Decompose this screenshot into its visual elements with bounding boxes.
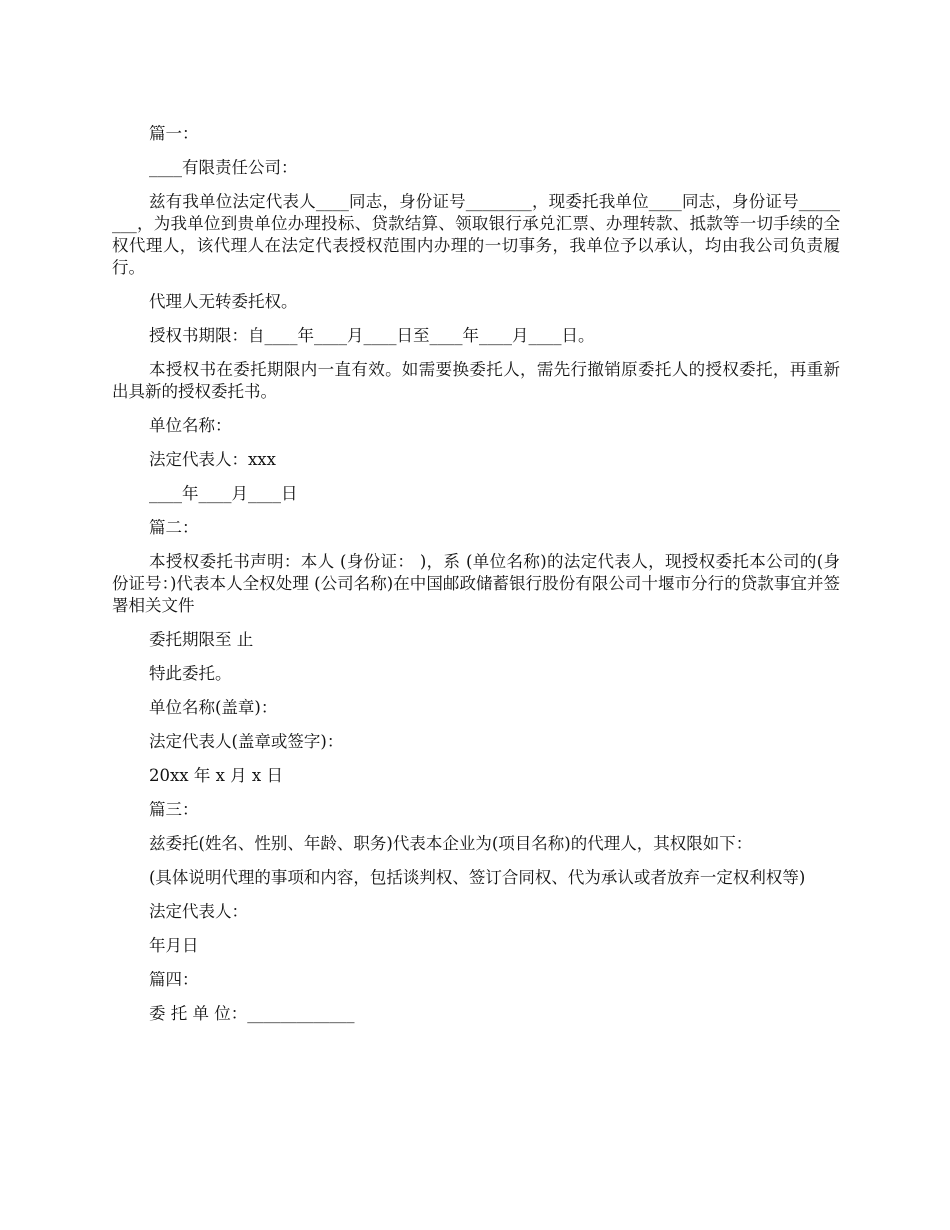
authorization-paragraph: 兹有我单位法定代表人____同志，身份证号________，现委托我单位____同志，身份证号________，为我单位到贵单位办理投标、贷款结算、领取银行承兑汇票、办理转款、抵款等一切手续的全权代理人，该代理人在法定代表授权范围内办理的一切事务，我单位予以承认，均由我公司负责履行。: [112, 192, 840, 277]
hereby-entrust-line: 特此委托。: [149, 664, 232, 683]
addressee-line: ____有限责任公司：: [149, 158, 298, 177]
entrusting-unit-line: 委 托 单 位：_____________: [149, 1004, 355, 1023]
section-heading-1: 篇一：: [149, 124, 199, 143]
entrust-agent-paragraph: 兹委托(姓名、性别、年龄、职务)代表本企业为(项目名称)的代理人，其权限如下：: [149, 834, 753, 853]
validity-paragraph: 本授权书在委托期限内一直有效。如需要换委托人，需先行撤销原委托人的授权委托，再重新出具新的授权委托书。: [112, 360, 840, 401]
authorization-period-line: 授权书期限：自____年____月____日至____年____月____日。: [149, 326, 595, 345]
scope-paragraph: (具体说明代理的事项和内容，包括谈判权、签订合同权、代为承认或者放弃一定权利权等): [149, 868, 806, 887]
legal-representative-line-3: 法定代表人：: [149, 902, 248, 921]
section-heading-4: 篇四：: [149, 970, 199, 989]
section-heading-2: 篇二：: [149, 518, 199, 537]
entrust-period-line: 委托期限至 止: [149, 630, 254, 649]
document-body: [112, 123, 840, 1037]
date-line-2: 20xx 年 x 月 x 日: [149, 766, 283, 785]
declaration-paragraph: 本授权委托书声明：本人 (身份证： )，系 (单位名称)的法定代表人，现授权委托本公司的(身份证号：)代表本人全权处理 (公司名称)在中国邮政储蓄银行股份有限公司十堰市分行的贷款事宜并签署相关文件: [112, 552, 840, 615]
date-line-3: 年月日: [149, 936, 199, 955]
unit-name-seal-line: 单位名称(盖章)：: [149, 698, 278, 717]
date-line: ____年____月____日: [149, 484, 298, 503]
section-heading-3: 篇三：: [149, 800, 199, 819]
unit-name-line: 单位名称：: [149, 416, 232, 435]
legal-representative-line: 法定代表人：xxx: [149, 450, 276, 469]
legal-representative-signature-line: 法定代表人(盖章或签字)：: [149, 732, 344, 751]
no-sub-delegation-line: 代理人无转委托权。: [149, 292, 298, 311]
